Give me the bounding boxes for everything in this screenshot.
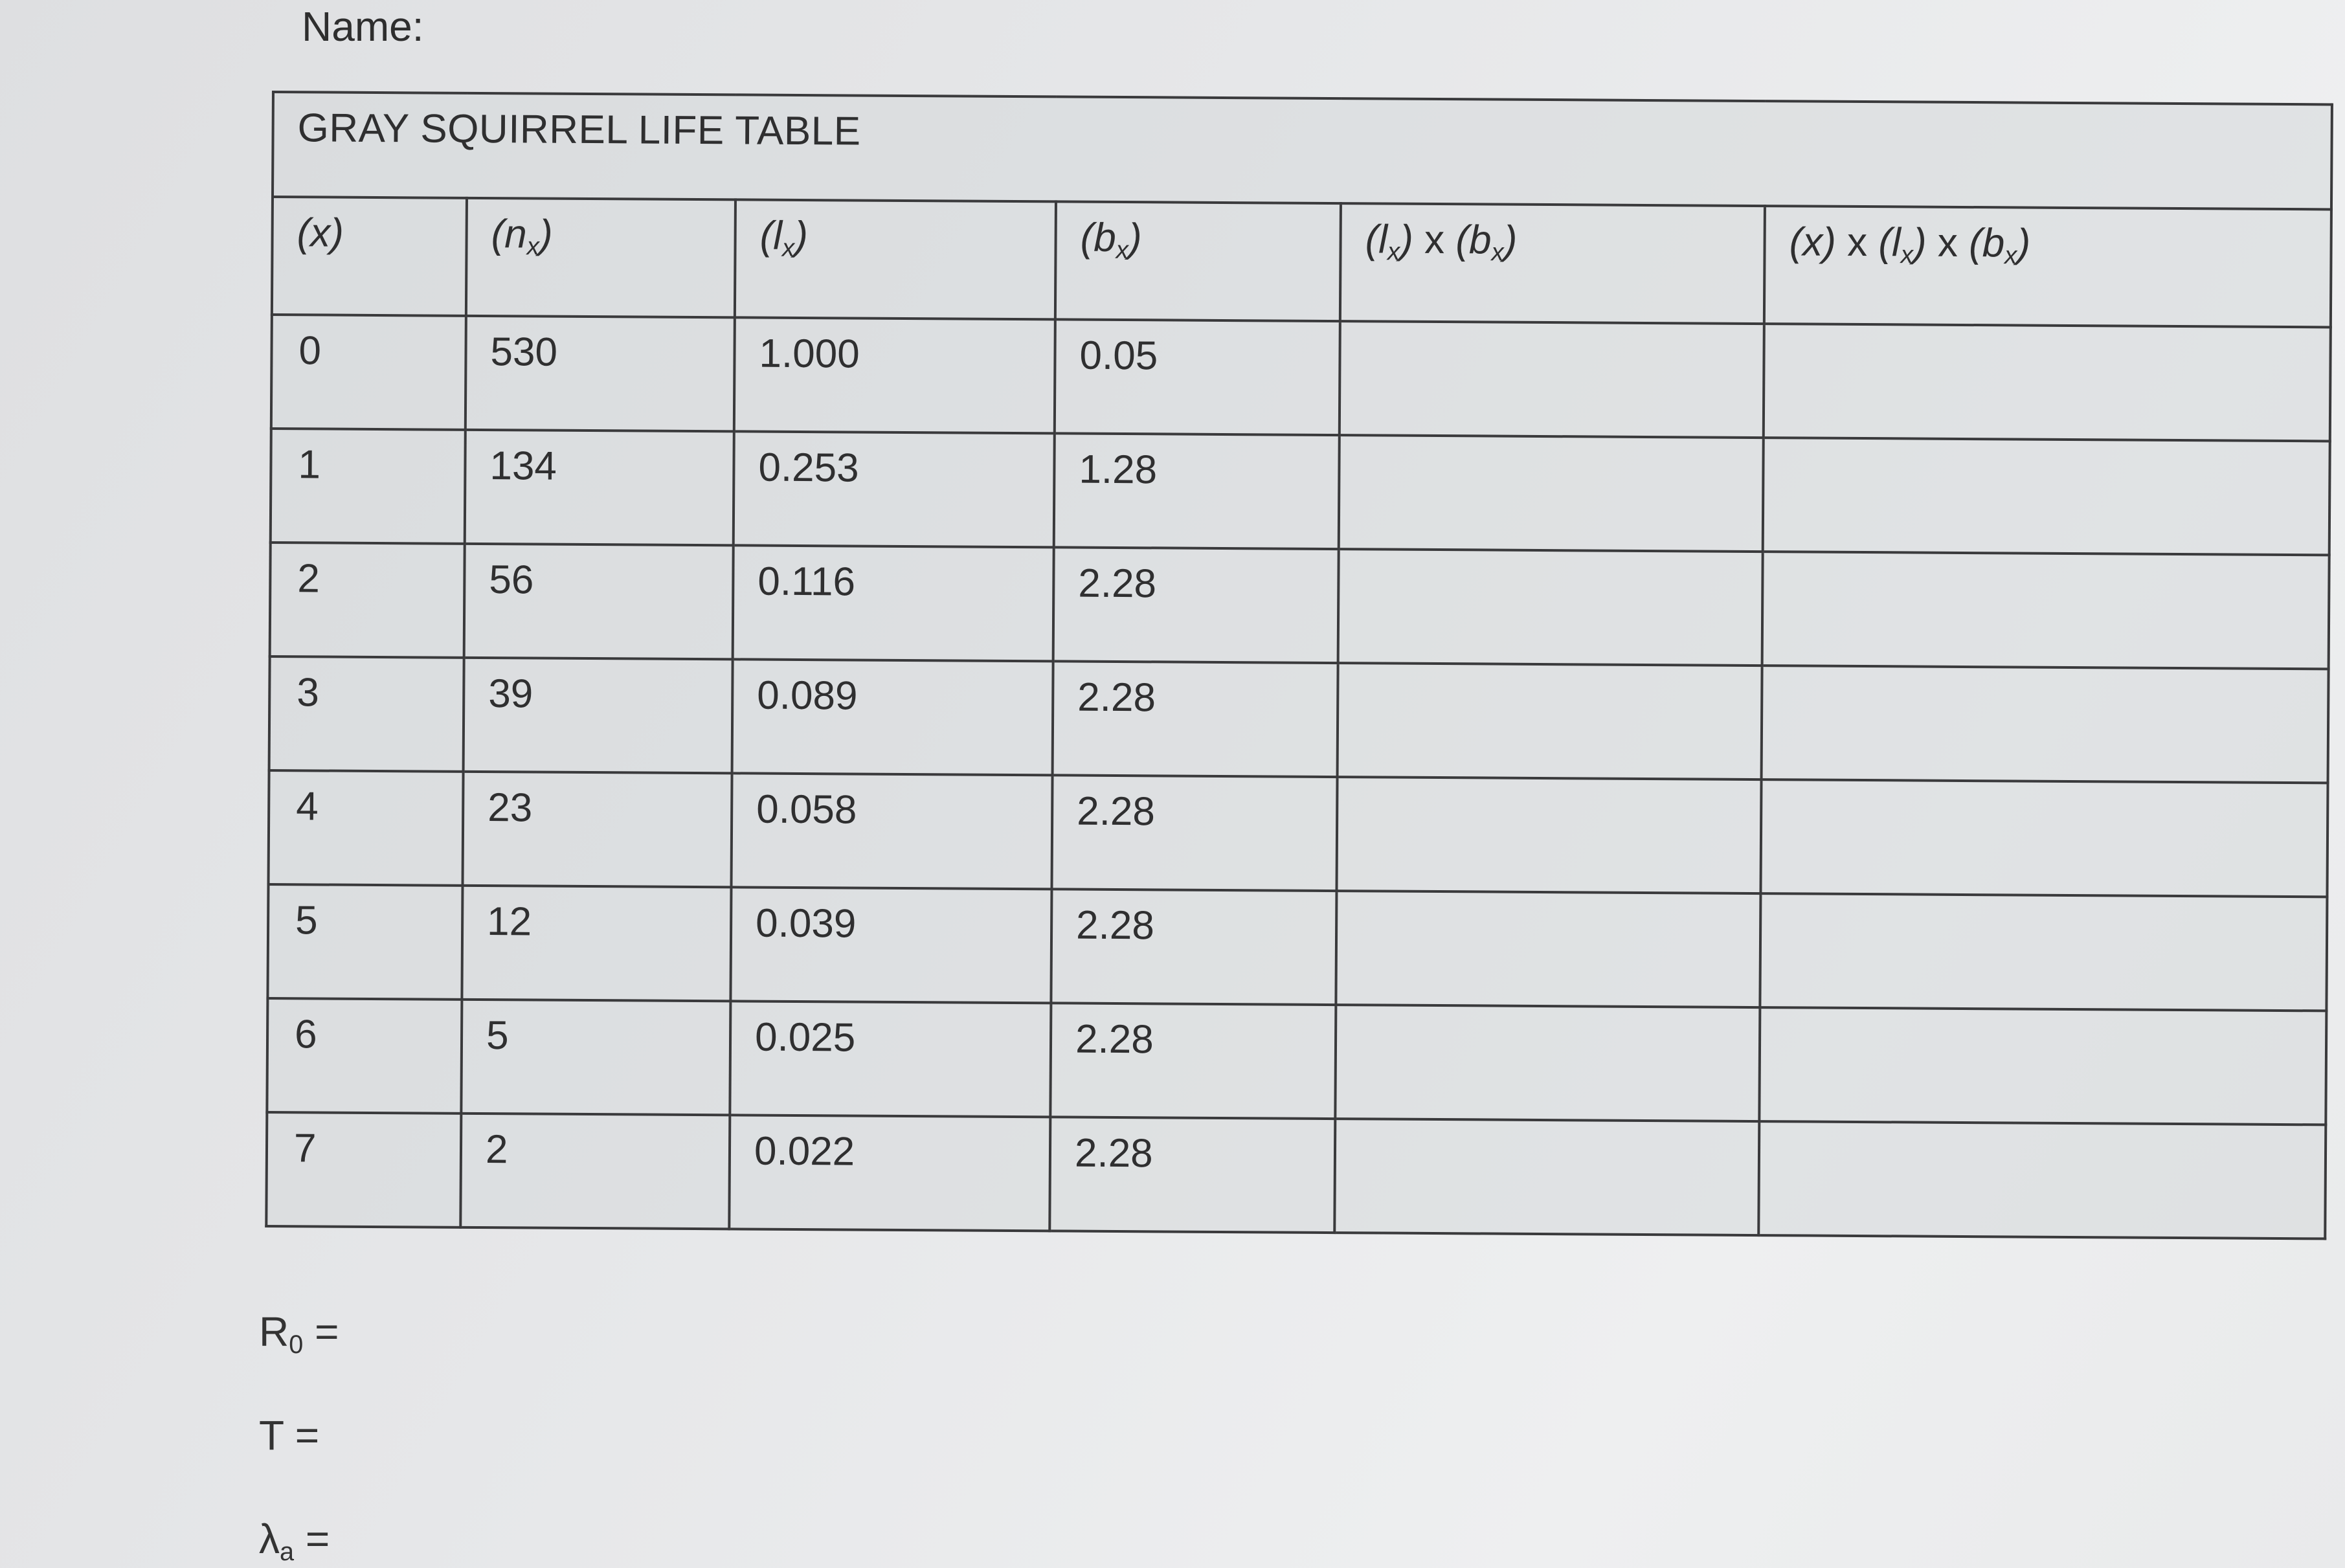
- table-title-row: [273, 92, 2332, 209]
- column-header-x: (x): [272, 197, 467, 316]
- cell-nx: 12: [462, 886, 731, 1002]
- name-label: Name:: [302, 3, 424, 50]
- column-header-x-times-lx-times-bx: (x) x $(l_x)$ x $(b_x)$: [1764, 206, 2331, 327]
- cell-lx: 0.253: [734, 431, 1055, 547]
- cell-lx-times-bx: [1339, 435, 1764, 552]
- cell-bx: 2.28: [1053, 547, 1339, 663]
- cell-lx-times-bx: [1338, 549, 1763, 666]
- table-row: [269, 656, 2329, 783]
- cell-x-times-lx-times-bx: [1758, 1121, 2326, 1238]
- table-row: [267, 884, 2327, 1011]
- cell-lx: 0.022: [729, 1115, 1050, 1231]
- t-equation: T =: [259, 1412, 320, 1459]
- life-table: [265, 91, 2333, 1240]
- column-header-nx: $(n_x)$: [466, 198, 735, 318]
- cell-bx: 2.28: [1049, 1117, 1335, 1233]
- cell-x: 4: [269, 770, 464, 886]
- column-header-lx-times-bx: $(l_x)$ x $(b_x)$: [1340, 203, 1765, 324]
- cell-x: 5: [267, 884, 462, 1000]
- cell-nx: 56: [464, 544, 734, 660]
- cell-x: 0: [271, 315, 466, 430]
- cell-x-times-lx-times-bx: [1764, 324, 2331, 441]
- cell-lx-times-bx: [1338, 663, 1762, 779]
- table-header-row: [272, 197, 2331, 327]
- table-title: GRAY SQUIRREL LIFE TABLE: [273, 92, 2332, 209]
- column-header-bx: $(b_x)$: [1055, 201, 1341, 321]
- r0-subscript: 0: [289, 1330, 304, 1360]
- cell-x-times-lx-times-bx: [1762, 666, 2329, 783]
- r0-equation: $R_0$ =: [259, 1308, 339, 1360]
- cell-lx: 0.039: [730, 887, 1051, 1003]
- column-header-lx: $(l_x)$: [735, 199, 1056, 319]
- cell-nx: 5: [461, 1000, 730, 1115]
- cell-nx: 134: [465, 430, 734, 546]
- lambda-equation: $\lambda_a$ =: [259, 1516, 330, 1567]
- cell-lx: 0.058: [731, 773, 1052, 889]
- cell-nx: 39: [464, 658, 733, 774]
- cell-bx: 2.28: [1051, 775, 1337, 891]
- cell-lx-times-bx: [1336, 891, 1760, 1007]
- cell-nx: 2: [460, 1114, 730, 1229]
- cell-x-times-lx-times-bx: [1762, 552, 2329, 669]
- cell-lx: 1.000: [734, 317, 1055, 433]
- table-row: [269, 770, 2328, 897]
- cell-nx: 530: [466, 316, 735, 432]
- cell-x-times-lx-times-bx: [1760, 779, 2328, 897]
- cell-bx: 1.28: [1054, 433, 1340, 549]
- cell-lx-times-bx: [1334, 1119, 1759, 1235]
- cell-bx: 2.28: [1053, 661, 1338, 777]
- cell-lx: 0.025: [730, 1001, 1051, 1117]
- table-row: [271, 315, 2331, 441]
- cell-lx-times-bx: [1336, 777, 1761, 893]
- cell-x: 6: [267, 998, 462, 1114]
- lambda-subscript: a: [280, 1538, 295, 1567]
- cell-bx: 2.28: [1050, 1003, 1336, 1119]
- cell-nx: 23: [463, 772, 732, 888]
- cell-lx: 0.089: [732, 659, 1053, 775]
- cell-x-times-lx-times-bx: [1759, 1007, 2326, 1125]
- cell-x-times-lx-times-bx: [1763, 438, 2330, 555]
- cell-x: 3: [269, 656, 464, 772]
- cell-lx-times-bx: [1335, 1005, 1760, 1121]
- cell-lx-times-bx: [1340, 321, 1764, 438]
- table-row: [266, 1112, 2326, 1238]
- table-row: [267, 998, 2326, 1125]
- cell-x: 7: [266, 1112, 461, 1227]
- table-row: [270, 543, 2329, 669]
- cell-x-times-lx-times-bx: [1760, 893, 2327, 1011]
- table-row: [271, 429, 2330, 555]
- life-table-wrapper: [265, 91, 2345, 1211]
- cell-bx: 2.28: [1051, 889, 1336, 1005]
- cell-bx: 0.05: [1055, 319, 1340, 435]
- cell-x: 2: [270, 543, 465, 658]
- cell-lx: 0.116: [733, 545, 1054, 661]
- cell-x: 1: [271, 429, 466, 544]
